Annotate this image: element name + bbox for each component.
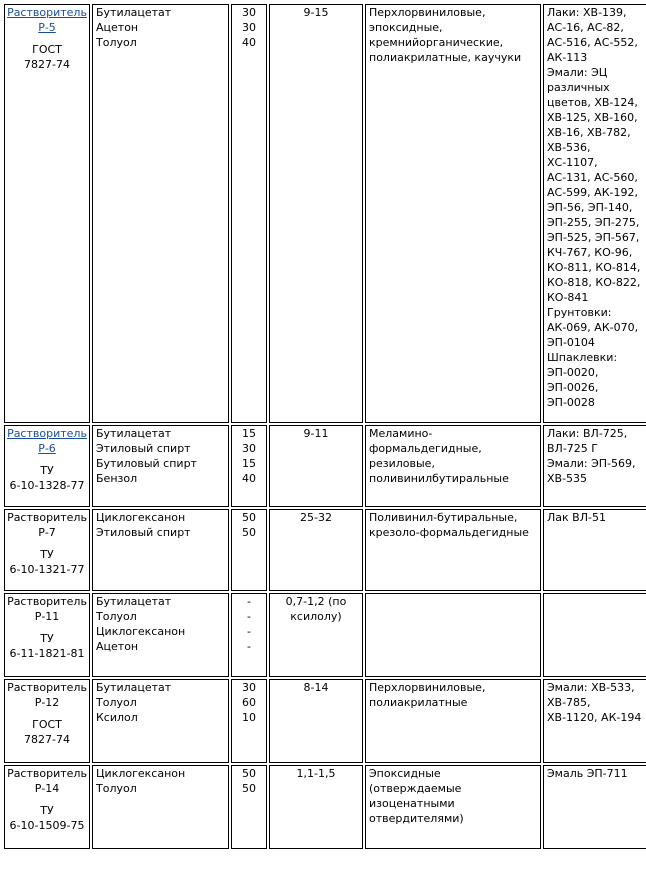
component-name: Бензол <box>96 472 138 485</box>
materials-line: изоценатными <box>369 797 455 810</box>
solvent-name-line: Р-11 <box>34 610 60 623</box>
percents-cell <box>231 425 267 507</box>
application-cell <box>543 509 646 591</box>
components-cell <box>92 509 229 591</box>
spacer <box>5 710 89 717</box>
solvent-name-line: Растворитель <box>7 595 87 608</box>
application-line: ЭП-0026, <box>547 381 599 394</box>
components-cell <box>92 679 229 763</box>
materials-cell <box>365 679 541 763</box>
application-cell <box>543 679 646 763</box>
materials-line: (отверждаемые <box>369 782 462 795</box>
application-line: ЭП-0028 <box>547 396 595 409</box>
component-percent: 50 <box>242 782 256 795</box>
materials-line: крезоло-формальдегидные <box>369 526 529 539</box>
components-cell <box>92 593 229 677</box>
component-percent: 50 <box>242 526 256 539</box>
spacer <box>5 624 89 631</box>
application-cell <box>543 765 646 849</box>
solvent-name-line: Растворитель <box>7 6 87 19</box>
ratio-line: ксилолу) <box>290 610 342 623</box>
solvent-name-link[interactable] <box>5 426 89 456</box>
materials-line: Меламино- <box>369 427 433 440</box>
percents-cell <box>231 509 267 591</box>
component-percent: - <box>247 595 251 608</box>
materials-line: отвердителями) <box>369 812 464 825</box>
solvent-name-line: Растворитель <box>7 427 87 440</box>
application-line: ХВ-785, <box>547 696 591 709</box>
materials-line: эпоксидные, <box>369 21 443 34</box>
solvent-name-line: Р-7 <box>38 526 56 539</box>
application-line: ЭП-56, ЭП-140, <box>547 201 633 214</box>
application-line: Эмали: ЭП-569, <box>547 457 636 470</box>
application-line: АС-516, АС-552, <box>547 36 638 49</box>
component-percent: 15 <box>242 457 256 470</box>
spacer <box>5 540 89 547</box>
application-line: Эмали: ХВ-533, <box>547 681 635 694</box>
components-cell <box>92 425 229 507</box>
solvent-name-cell <box>4 765 90 849</box>
ratio-line: 9-15 <box>303 6 329 19</box>
standard-line: 6-11-1821-81 <box>9 647 85 660</box>
materials-line: Перхлорвиниловые, <box>369 681 486 694</box>
materials-cell <box>365 4 541 423</box>
spacer <box>5 35 89 42</box>
component-name: Циклогексанон <box>96 625 186 638</box>
component-percent: 30 <box>242 442 256 455</box>
ratio-line: 0,7-1,2 (по <box>285 595 347 608</box>
ratio-line: 8-14 <box>303 681 329 694</box>
standard-line: 7827-74 <box>24 58 70 71</box>
materials-line: полиакрилатные <box>369 696 468 709</box>
materials-line: Эпоксидные <box>369 767 441 780</box>
materials-cell <box>365 509 541 591</box>
component-percent: 40 <box>242 472 256 485</box>
application-line: ХС-1107, <box>547 156 598 169</box>
component-percent: 40 <box>242 36 256 49</box>
materials-cell <box>365 425 541 507</box>
component-name: Ксилол <box>96 711 138 724</box>
application-line: Эмаль ЭП-711 <box>547 767 628 780</box>
standard-line: 6-10-1509-75 <box>9 819 85 832</box>
solvent-name-cell <box>4 4 90 423</box>
component-name: Толуол <box>96 696 137 709</box>
table-row <box>4 509 646 591</box>
application-line: ЭП-525, ЭП-567, <box>547 231 640 244</box>
application-line: ЭП-255, ЭП-275, <box>547 216 640 229</box>
application-line: Лаки: ВЛ-725, <box>547 427 628 440</box>
component-name: Бутилацетат <box>96 427 172 440</box>
component-percent: - <box>247 640 251 653</box>
component-percent: 60 <box>242 696 256 709</box>
application-line: КО-841 <box>547 291 589 304</box>
solvent-name-line: Растворитель <box>7 767 87 780</box>
component-name: Ацетон <box>96 640 139 653</box>
component-name: Этиловый спирт <box>96 526 191 539</box>
application-line: ЭП-0104 <box>547 336 595 349</box>
components-cell <box>92 4 229 423</box>
component-name: Бутилацетат <box>96 595 172 608</box>
component-name: Циклогексанон <box>96 511 186 524</box>
application-line: ХВ-536, <box>547 141 591 154</box>
component-name: Толуол <box>96 610 137 623</box>
table-row <box>4 4 646 423</box>
component-name: Бутиловый спирт <box>96 457 197 470</box>
spacer <box>5 796 89 803</box>
component-name: Бутилацетат <box>96 6 172 19</box>
standard-line: 6-10-1321-77 <box>9 563 85 576</box>
materials-line: Перхлорвиниловые, <box>369 6 486 19</box>
percents-cell <box>231 4 267 423</box>
solvent-name-line: Растворитель <box>7 511 87 524</box>
application-line: различных <box>547 81 610 94</box>
materials-line: кремнийорганические, <box>369 36 504 49</box>
component-percent: 50 <box>242 767 256 780</box>
component-percent: 10 <box>242 711 256 724</box>
solvent-name-cell <box>4 425 90 507</box>
table-row <box>4 679 646 763</box>
application-cell <box>543 593 646 677</box>
application-line: АК-113 <box>547 51 588 64</box>
application-line: АС-131, АС-560, <box>547 171 638 184</box>
application-line: Грунтовки: <box>547 306 612 319</box>
standard-line: ГОСТ <box>32 43 62 56</box>
component-name: Бутилацетат <box>96 681 172 694</box>
solvent-name-cell <box>4 593 90 677</box>
application-line: ХВ-535 <box>547 472 588 485</box>
ratio-cell <box>269 679 363 763</box>
application-line: АС-16, АС-82, <box>547 21 624 34</box>
solvent-name-line: Р-14 <box>34 782 60 795</box>
application-line: АС-599, АК-192, <box>547 186 638 199</box>
ratio-line: 25-32 <box>300 511 332 524</box>
solvent-name-line: Р-12 <box>34 696 60 709</box>
ratio-cell <box>269 593 363 677</box>
application-line: ВЛ-725 Г <box>547 442 598 455</box>
solvent-name-line: Р-6 <box>38 442 56 455</box>
solvents-table-body <box>4 4 646 849</box>
materials-cell <box>365 593 541 677</box>
materials-line: формальдегидные, <box>369 442 482 455</box>
materials-line: Поливинил-бутиральные, <box>369 511 518 524</box>
spacer <box>5 456 89 463</box>
components-cell <box>92 765 229 849</box>
standard-line: 6-10-1328-77 <box>9 479 85 492</box>
solvent-name-line: Растворитель <box>7 681 87 694</box>
component-name: Циклогексанон <box>96 767 186 780</box>
percents-cell <box>231 679 267 763</box>
solvents-table <box>2 2 646 851</box>
application-line: ХВ-16, ХВ-782, <box>547 126 631 139</box>
standard-line: ГОСТ <box>32 718 62 731</box>
component-percent: 30 <box>242 681 256 694</box>
table-row <box>4 593 646 677</box>
application-line: КЧ-767, КО-96, <box>547 246 633 259</box>
component-name: Толуол <box>96 36 137 49</box>
application-line: КО-818, КО-822, <box>547 276 641 289</box>
component-percent: 30 <box>242 6 256 19</box>
application-cell <box>543 425 646 507</box>
component-name: Этиловый спирт <box>96 442 191 455</box>
component-name: Ацетон <box>96 21 139 34</box>
application-line: ЭП-0020, <box>547 366 599 379</box>
component-percent: 50 <box>242 511 256 524</box>
ratio-cell <box>269 765 363 849</box>
application-line: Шпаклевки: <box>547 351 618 364</box>
application-line: ХВ-125, ХВ-160, <box>547 111 638 124</box>
application-line: цветов, ХВ-124, <box>547 96 638 109</box>
application-cell <box>543 4 646 423</box>
solvent-name <box>5 594 89 624</box>
component-percent: - <box>247 625 251 638</box>
standard-line: ТУ <box>40 548 54 561</box>
standard-line: 7827-74 <box>24 733 70 746</box>
application-line: Эмали: ЭЦ <box>547 66 608 79</box>
materials-cell <box>365 765 541 849</box>
solvent-name-cell <box>4 679 90 763</box>
standard-line: ТУ <box>40 464 54 477</box>
application-line: АК-069, АК-070, <box>547 321 639 334</box>
percents-cell <box>231 765 267 849</box>
solvent-name <box>5 510 89 540</box>
solvent-name-link[interactable] <box>5 5 89 35</box>
materials-line: поливинилбутиральные <box>369 472 509 485</box>
solvent-name-cell <box>4 509 90 591</box>
ratio-cell <box>269 4 363 423</box>
component-percent: 30 <box>242 21 256 34</box>
standard-line: ТУ <box>40 632 54 645</box>
application-line: ХВ-1120, АК-194 <box>547 711 642 724</box>
standard-line: ТУ <box>40 804 54 817</box>
ratio-line: 9-11 <box>303 427 329 440</box>
application-line: Лаки: ХВ-139, <box>547 6 627 19</box>
percents-cell <box>231 593 267 677</box>
ratio-cell <box>269 509 363 591</box>
materials-line: полиакрилатные, каучуки <box>369 51 522 64</box>
table-row <box>4 765 646 849</box>
table-row <box>4 425 646 507</box>
application-line: КО-811, КО-814, <box>547 261 641 274</box>
component-percent: - <box>247 610 251 623</box>
component-name: Толуол <box>96 782 137 795</box>
component-percent: 15 <box>242 427 256 440</box>
materials-line: резиловые, <box>369 457 435 470</box>
solvent-name <box>5 680 89 710</box>
ratio-cell <box>269 425 363 507</box>
ratio-line: 1,1-1,5 <box>296 767 336 780</box>
solvent-name-line: Р-5 <box>38 21 56 34</box>
solvent-name <box>5 766 89 796</box>
application-line: Лак ВЛ-51 <box>547 511 606 524</box>
